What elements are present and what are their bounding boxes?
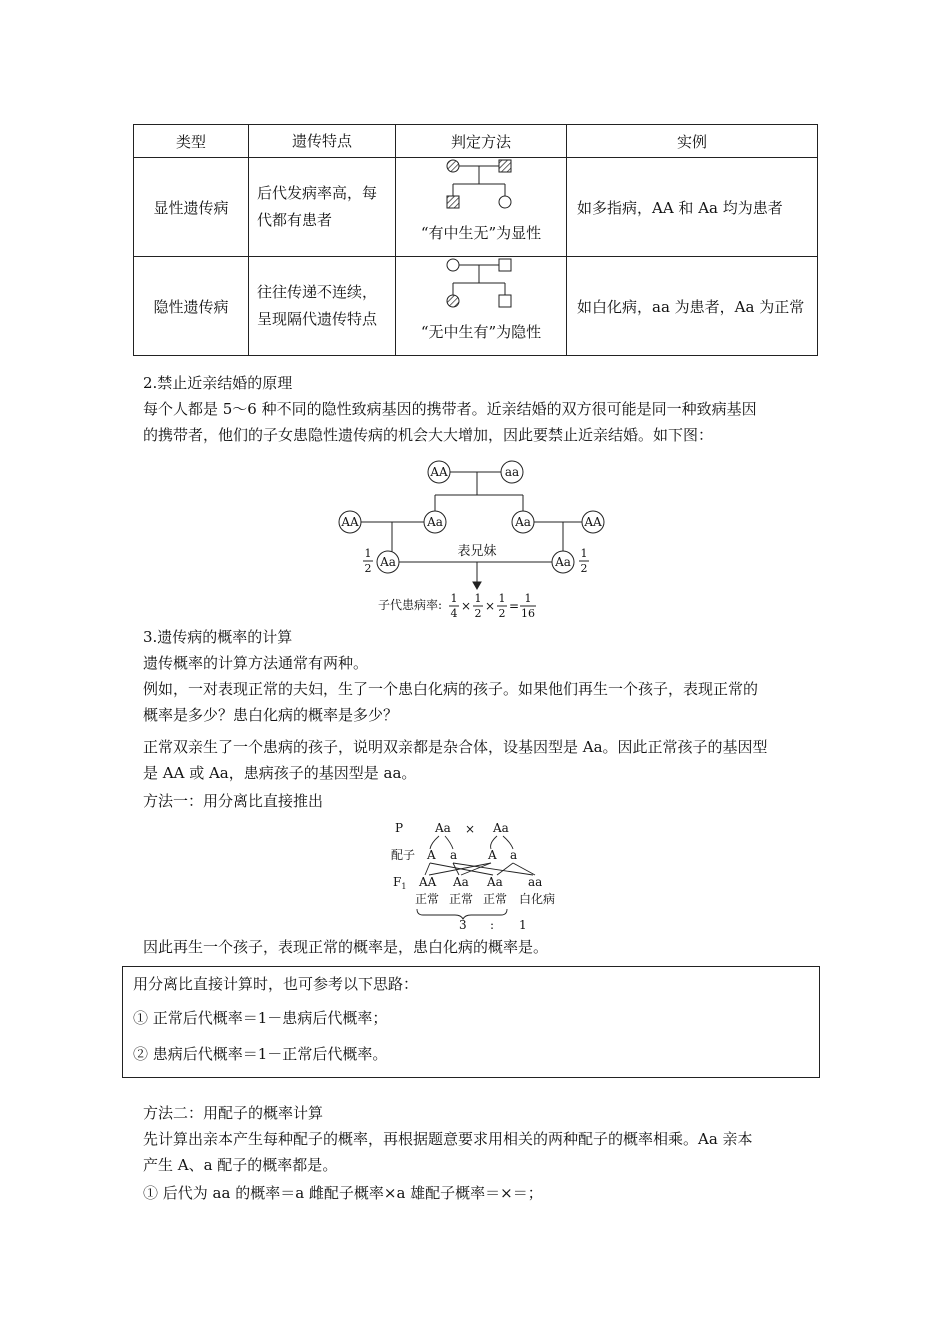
section3-line: 方法一：用分离比直接推出 — [143, 792, 324, 810]
gamete: A — [427, 848, 436, 862]
genotype-label: Aa — [427, 515, 443, 529]
genotype-label: Aa — [515, 515, 531, 529]
table-row — [134, 158, 818, 257]
tip-box — [122, 966, 820, 1078]
tip-line: ① 正常后代概率＝1－患病后代概率； — [133, 1009, 388, 1027]
fraction-den: 2 — [580, 562, 588, 575]
tip-line: 用分离比直接计算时，也可参考以下思路： — [133, 975, 419, 993]
p-label: P — [395, 821, 404, 835]
cross-conclusion: 因此再生一个孩子，表现正常的概率是，患白化病的概率是。 — [143, 938, 549, 956]
row-feature: 后代发病率高，每代都有患者 — [249, 158, 396, 257]
section3-line: 例如，一对表现正常的夫妇，生了一个患白化病的孩子。如果他们再生一个孩子，表现正常的 — [143, 680, 759, 698]
offspring-genotype: Aa — [487, 875, 503, 889]
genotype-label: Aa — [380, 555, 396, 569]
fraction-den: 2 — [364, 562, 372, 575]
ratio-value: 1 — [519, 918, 527, 932]
section3-line: 概率是多少？患白化病的概率是多少？ — [143, 706, 399, 724]
normal-female-symbol — [447, 259, 459, 271]
parent-genotype: Aa — [493, 821, 509, 835]
genetics-table — [133, 124, 818, 356]
table-row — [134, 257, 818, 356]
parent-genotype: Aa — [435, 821, 451, 835]
ratio-colon: : — [490, 918, 495, 932]
fraction-num: 1 — [580, 547, 588, 560]
fraction-num: 1 — [450, 592, 458, 605]
phenotype: 正常 — [483, 892, 508, 906]
header-method: 判定方法 — [396, 125, 567, 158]
fraction-num: 1 — [474, 592, 482, 605]
method2-line: 方法二：用配子的概率计算 — [143, 1104, 324, 1122]
method2-line: 先计算出亲本产生每种配子的概率，再根据题意要求用相关的两种配子的概率相乘。Aa 亲本 — [143, 1130, 753, 1148]
genotype-label: AA — [584, 515, 602, 529]
fraction-den: 4 — [450, 607, 458, 620]
gamete-label: 配子 — [391, 848, 416, 862]
affected-son-symbol — [447, 196, 459, 208]
cousins-label: 表兄妹 — [457, 544, 497, 559]
phenotype: 正常 — [415, 892, 440, 906]
method2-line: 产生 A、a 配子的概率都是。 — [143, 1156, 338, 1174]
fraction-num: 1 — [524, 592, 532, 605]
result-prefix: 子代患病率: — [378, 598, 443, 612]
equals-sign: = — [508, 599, 520, 613]
fraction-num: 1 — [498, 592, 506, 605]
section2-title: 2.禁止近亲结婚的原理 — [143, 374, 293, 392]
row-example: 如多指病，AA 和 Aa 均为患者 — [567, 158, 818, 257]
header-example: 实例 — [567, 125, 818, 158]
tip-line: ② 患病后代概率＝1－正常后代概率。 — [133, 1045, 388, 1063]
recessive-pedigree-diagram — [396, 257, 566, 351]
genotype-label: AA — [341, 515, 359, 529]
normal-male-symbol — [499, 259, 511, 271]
affected-female-symbol — [447, 160, 459, 172]
header-type: 类型 — [134, 125, 249, 158]
header-feature: 遗传特点 — [249, 125, 396, 158]
gamete: a — [450, 848, 458, 862]
section3-title: 3.遗传病的概率的计算 — [143, 628, 293, 646]
normal-son-symbol — [499, 295, 511, 307]
gamete: a — [510, 848, 518, 862]
times-sign: × — [465, 822, 476, 836]
consanguinity-pedigree — [330, 455, 620, 625]
row-type: 隐性遗传病 — [134, 257, 249, 356]
fraction-den: 2 — [474, 607, 482, 620]
phenotype: 白化病 — [519, 892, 556, 906]
section2-line: 的携带者，他们的子女患隐性遗传病的机会大大增加，因此要禁止近亲结婚。如下图： — [143, 426, 714, 444]
offspring-genotype: Aa — [453, 875, 469, 889]
method2-line: ① 后代为 aa 的概率＝a 雌配子概率×a 雄配子概率＝×＝； — [143, 1184, 543, 1202]
section3-line: 是 AA 或 Aa，患病孩子的基因型是 aa。 — [143, 764, 417, 782]
normal-daughter-symbol — [499, 196, 511, 208]
section3-line: 正常双亲生了一个患病的孩子，说明双亲都是杂合体，设基因型是 Aa。因此正常孩子的基因型 — [143, 738, 768, 756]
offspring-genotype: aa — [528, 875, 543, 889]
table-header-row — [134, 125, 818, 158]
dominant-pedigree-diagram — [396, 158, 566, 252]
genotype-label: Aa — [555, 555, 571, 569]
row-method — [396, 257, 567, 356]
phenotype: 正常 — [449, 892, 474, 906]
row-method — [396, 158, 567, 257]
fraction-num: 1 — [364, 547, 372, 560]
row-feature: 往往传递不连续，呈现隔代遗传特点 — [249, 257, 396, 356]
fraction-den: 16 — [521, 607, 535, 620]
section3-line: 遗传概率的计算方法通常有两种。 — [143, 654, 369, 672]
times-sign: × — [460, 599, 472, 613]
row-type: 显性遗传病 — [134, 158, 249, 257]
cross-diagram — [385, 815, 575, 935]
method-caption: “有中生无”为显性 — [420, 224, 542, 242]
affected-male-symbol — [499, 160, 511, 172]
f1-label: $F_1$ — [393, 875, 407, 891]
section2-line: 每个人都是 5～6 种不同的隐性致病基因的携带者。近亲结婚的双方很可能是同一种致病基因 — [143, 400, 757, 418]
row-example: 如白化病，aa 为患者，Aa 为正常 — [567, 257, 818, 356]
fraction-den: 2 — [498, 607, 506, 620]
gamete: A — [488, 848, 497, 862]
method-caption: “无中生有”为隐性 — [420, 323, 542, 341]
genotype-label: aa — [504, 465, 520, 479]
ratio-value: 3 — [459, 918, 467, 932]
times-sign: × — [484, 599, 496, 613]
offspring-genotype: AA — [419, 875, 437, 889]
affected-daughter-symbol — [447, 295, 459, 307]
genotype-label: AA — [430, 465, 448, 479]
